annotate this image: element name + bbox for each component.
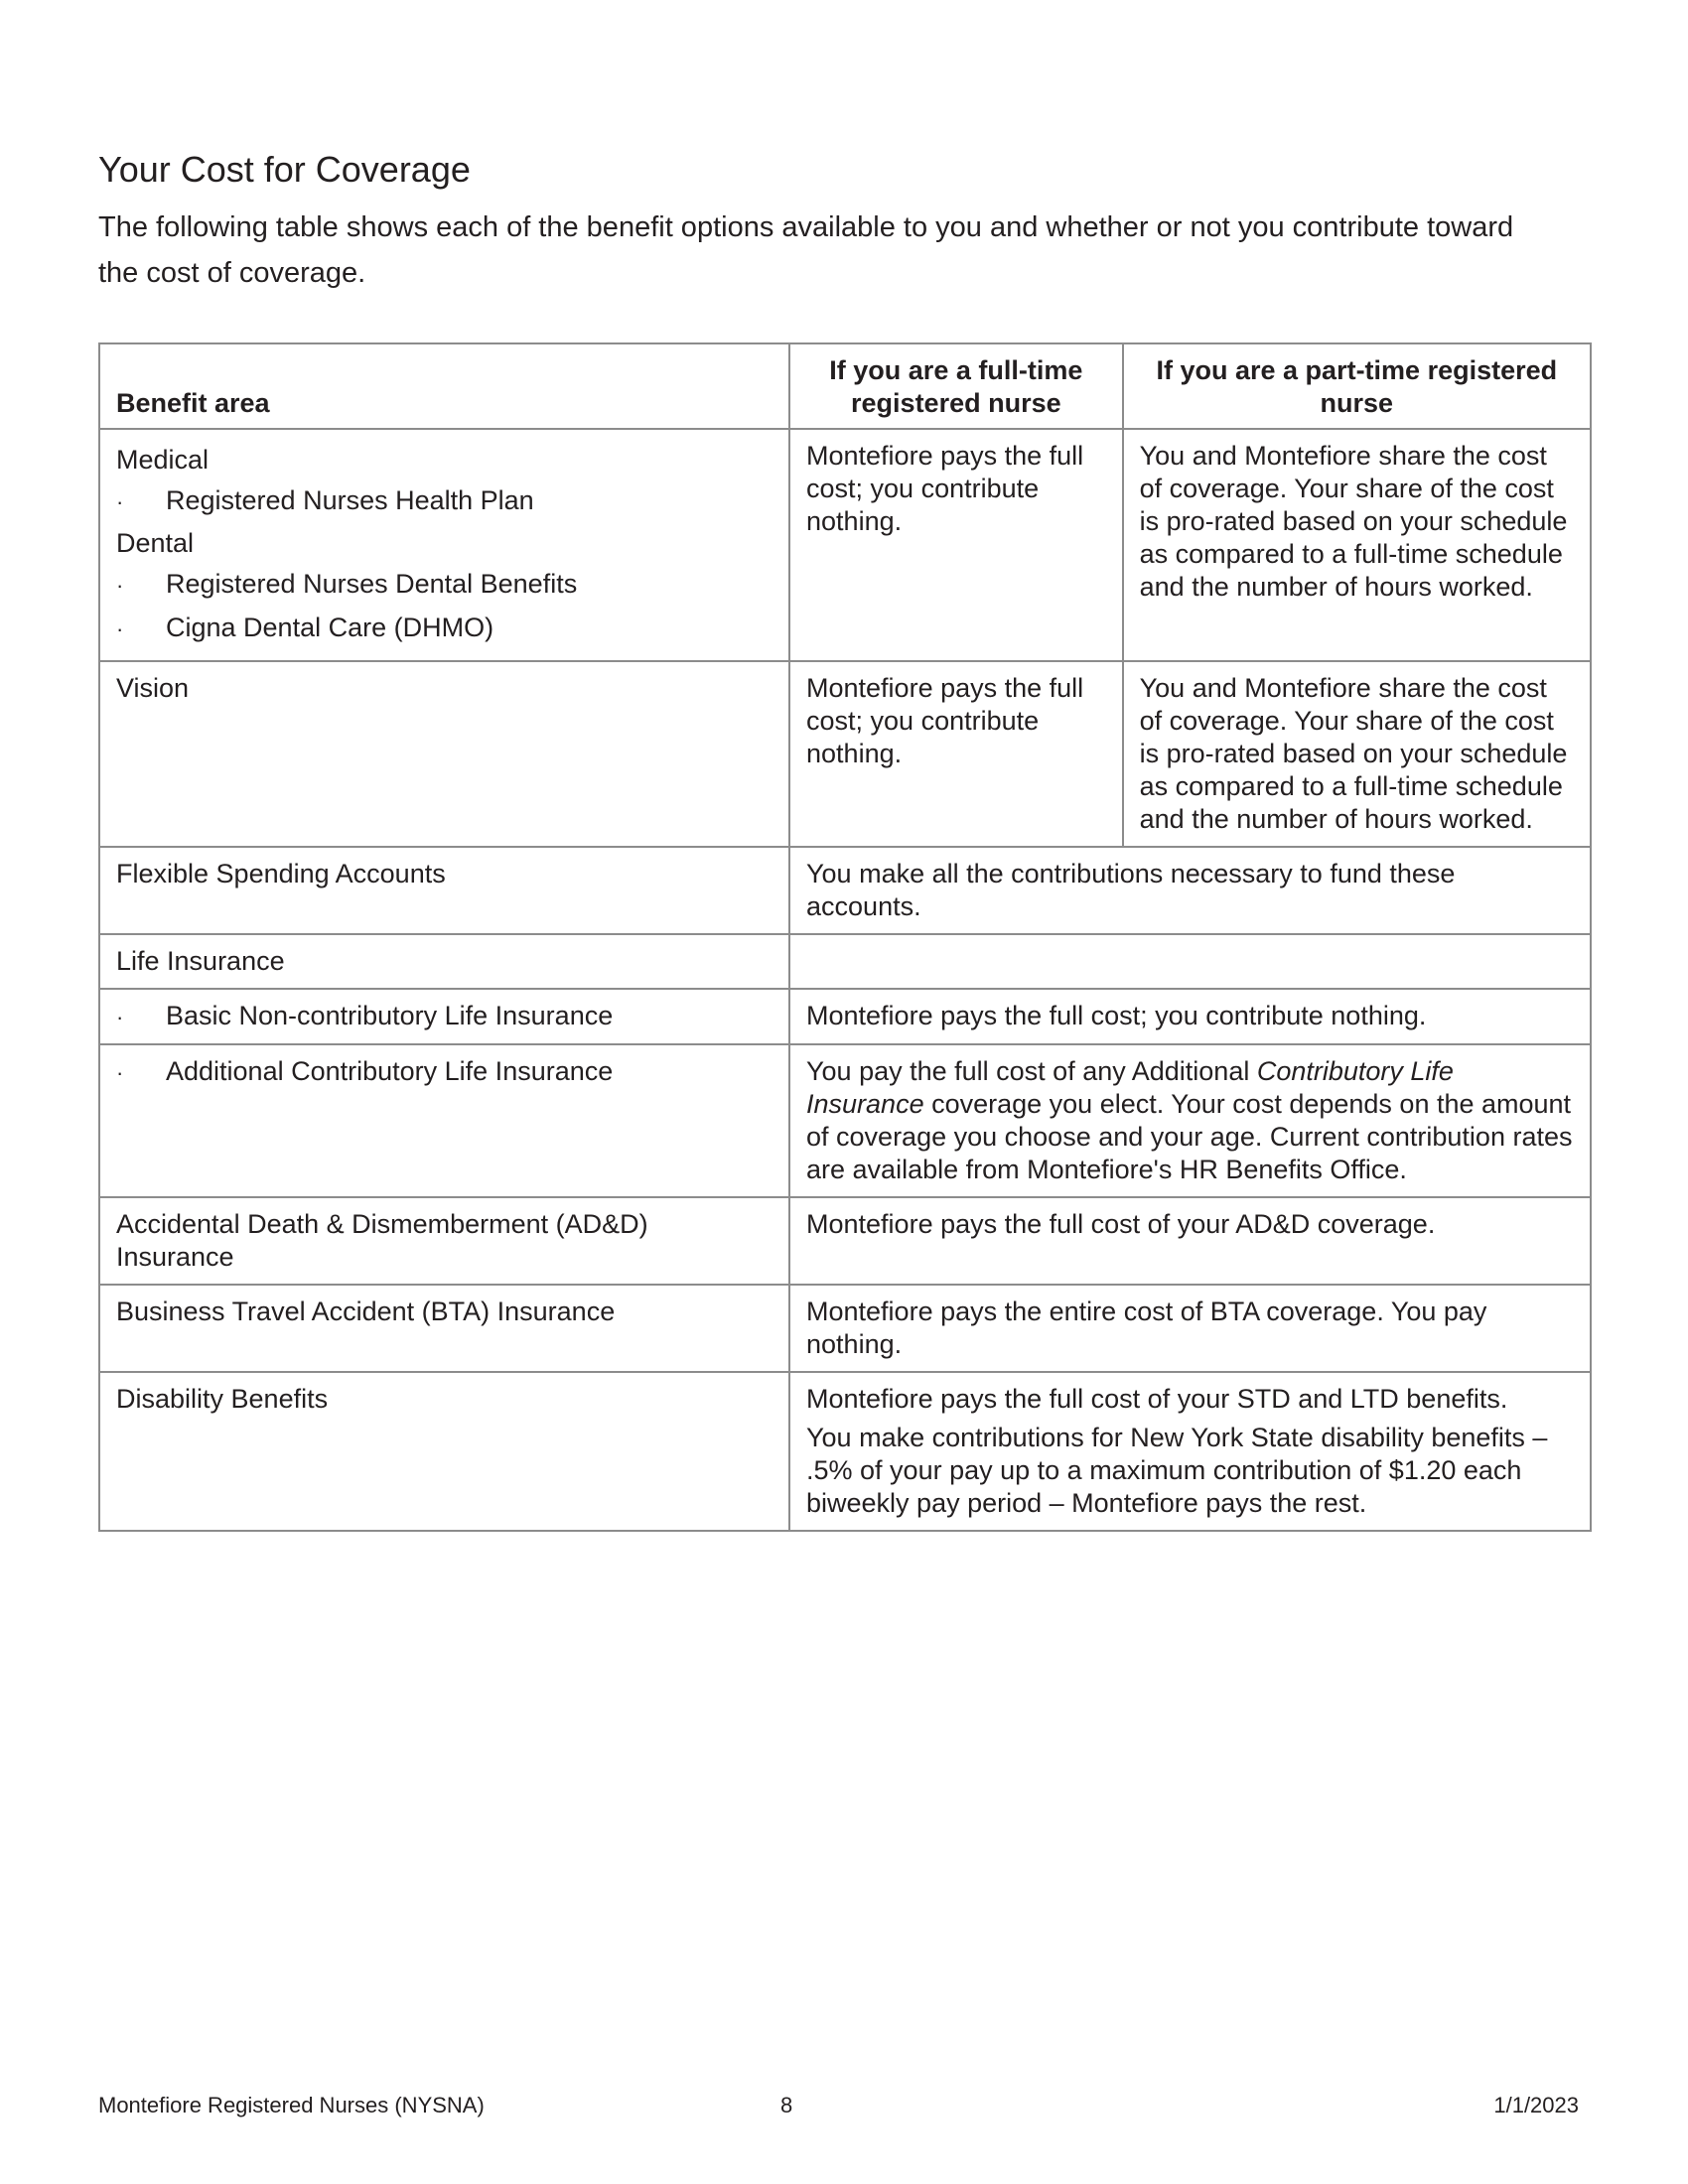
footer-page-number: 8 — [780, 2093, 793, 2117]
full-time-cost-cell: Montefiore pays the full cost; you contribute nothing. — [789, 661, 1123, 847]
bullet-icon: · — [116, 1060, 124, 1085]
benefit-label-add: Accidental Death & Dismemberment (AD&D) Insurance — [99, 1197, 789, 1285]
cost-text: You make contributions for New York State disability benefits – .5% of your pay up to a maximum contribution of $1.20 each biweekly pay period – Montefiore pays the rest. — [806, 1423, 1548, 1518]
list-item — [116, 563, 773, 607]
table-row-add — [99, 1197, 1591, 1285]
bullet-icon: · — [116, 489, 124, 514]
cost-cell — [789, 1044, 1591, 1197]
page-title: Your Cost for Coverage — [98, 149, 471, 190]
list-item — [116, 607, 773, 650]
cost-cell: Montefiore pays the entire cost of BTA coverage. You pay nothing. — [789, 1285, 1591, 1372]
footer-document-title: Montefiore Registered Nurses (NYSNA) — [98, 2093, 485, 2117]
plan-name: Registered Nurses Health Plan — [166, 485, 534, 515]
table-row-basic-life — [99, 989, 1591, 1044]
footer-date: 1/1/2023 — [1493, 2093, 1579, 2117]
full-time-cost-cell: Montefiore pays the full cost; you contribute nothing. — [789, 429, 1123, 661]
cost-cell — [789, 1372, 1591, 1531]
table-header-row — [99, 343, 1591, 429]
table-row-vision — [99, 661, 1591, 847]
table-row-additional-life — [99, 1044, 1591, 1197]
benefit-cell-additional-life — [99, 1044, 789, 1197]
benefit-label-life-insurance: Life Insurance — [99, 934, 789, 989]
part-time-cost-cell: You and Montefiore share the cost of coverage. Your share of the cost is pro-rated based on your schedule as compared to a full-time schedule and the number of hours worked. — [1123, 661, 1591, 847]
coverage-cost-table — [98, 342, 1592, 1532]
table-row-medical-dental — [99, 429, 1591, 661]
table-row-life-insurance — [99, 934, 1591, 989]
cost-cell: You make all the contributions necessary to fund these accounts. — [789, 847, 1591, 934]
intro-paragraph: The following table shows each of the benefit options available to you and whether or not you contribute toward the cost of coverage. — [98, 211, 1514, 289]
cost-text: coverage you elect. Your cost depends on the amount of coverage you choose and your age. Current contribution rates are available from Montefiore's HR Benefits Office. — [806, 1089, 1573, 1184]
benefit-cell-medical-dental — [99, 429, 789, 661]
benefit-label-medical: Medical — [116, 445, 210, 475]
benefit-label-dental: Dental — [116, 528, 195, 558]
part-time-cost-cell: You and Montefiore share the cost of coverage. Your share of the cost is pro-rated based on your schedule as compared to a full-time schedule and the number of hours worked. — [1123, 429, 1591, 661]
benefit-cell-basic-life — [99, 989, 789, 1044]
plan-name: Registered Nurses Dental Benefits — [166, 569, 578, 599]
bullet-icon: · — [116, 573, 124, 598]
table-row-disability — [99, 1372, 1591, 1531]
cost-cell-empty — [789, 934, 1591, 989]
table-row-bta — [99, 1285, 1591, 1372]
header-full-time: If you are a full-time registered nurse — [789, 343, 1123, 429]
cost-text-italic: Contributory Life Insurance — [806, 1056, 1454, 1119]
cost-cell: Montefiore pays the full cost; you contribute nothing. — [789, 989, 1591, 1044]
benefit-label-vision: Vision — [99, 661, 789, 847]
cost-text: You pay the full cost of any Additional — [806, 1056, 1257, 1086]
header-benefit-area: Benefit area — [99, 343, 789, 429]
benefit-label-disability: Disability Benefits — [99, 1372, 789, 1531]
table-row-fsa — [99, 847, 1591, 934]
list-item — [116, 479, 773, 523]
bullet-icon: · — [116, 1005, 124, 1029]
bullet-icon: · — [116, 616, 124, 641]
plan-name: Cigna Dental Care (DHMO) — [166, 613, 494, 642]
cost-cell: Montefiore pays the full cost of your AD&D coverage. — [789, 1197, 1591, 1285]
benefit-label-additional-life: Additional Contributory Life Insurance — [166, 1056, 614, 1086]
benefit-label-bta: Business Travel Accident (BTA) Insurance — [99, 1285, 789, 1372]
benefit-label-basic-life: Basic Non-contributory Life Insurance — [166, 1001, 614, 1030]
benefit-label-fsa: Flexible Spending Accounts — [99, 847, 789, 934]
cost-text: Montefiore pays the full cost of your STD and LTD benefits. — [806, 1384, 1508, 1414]
header-part-time: If you are a part-time registered nurse — [1123, 343, 1591, 429]
